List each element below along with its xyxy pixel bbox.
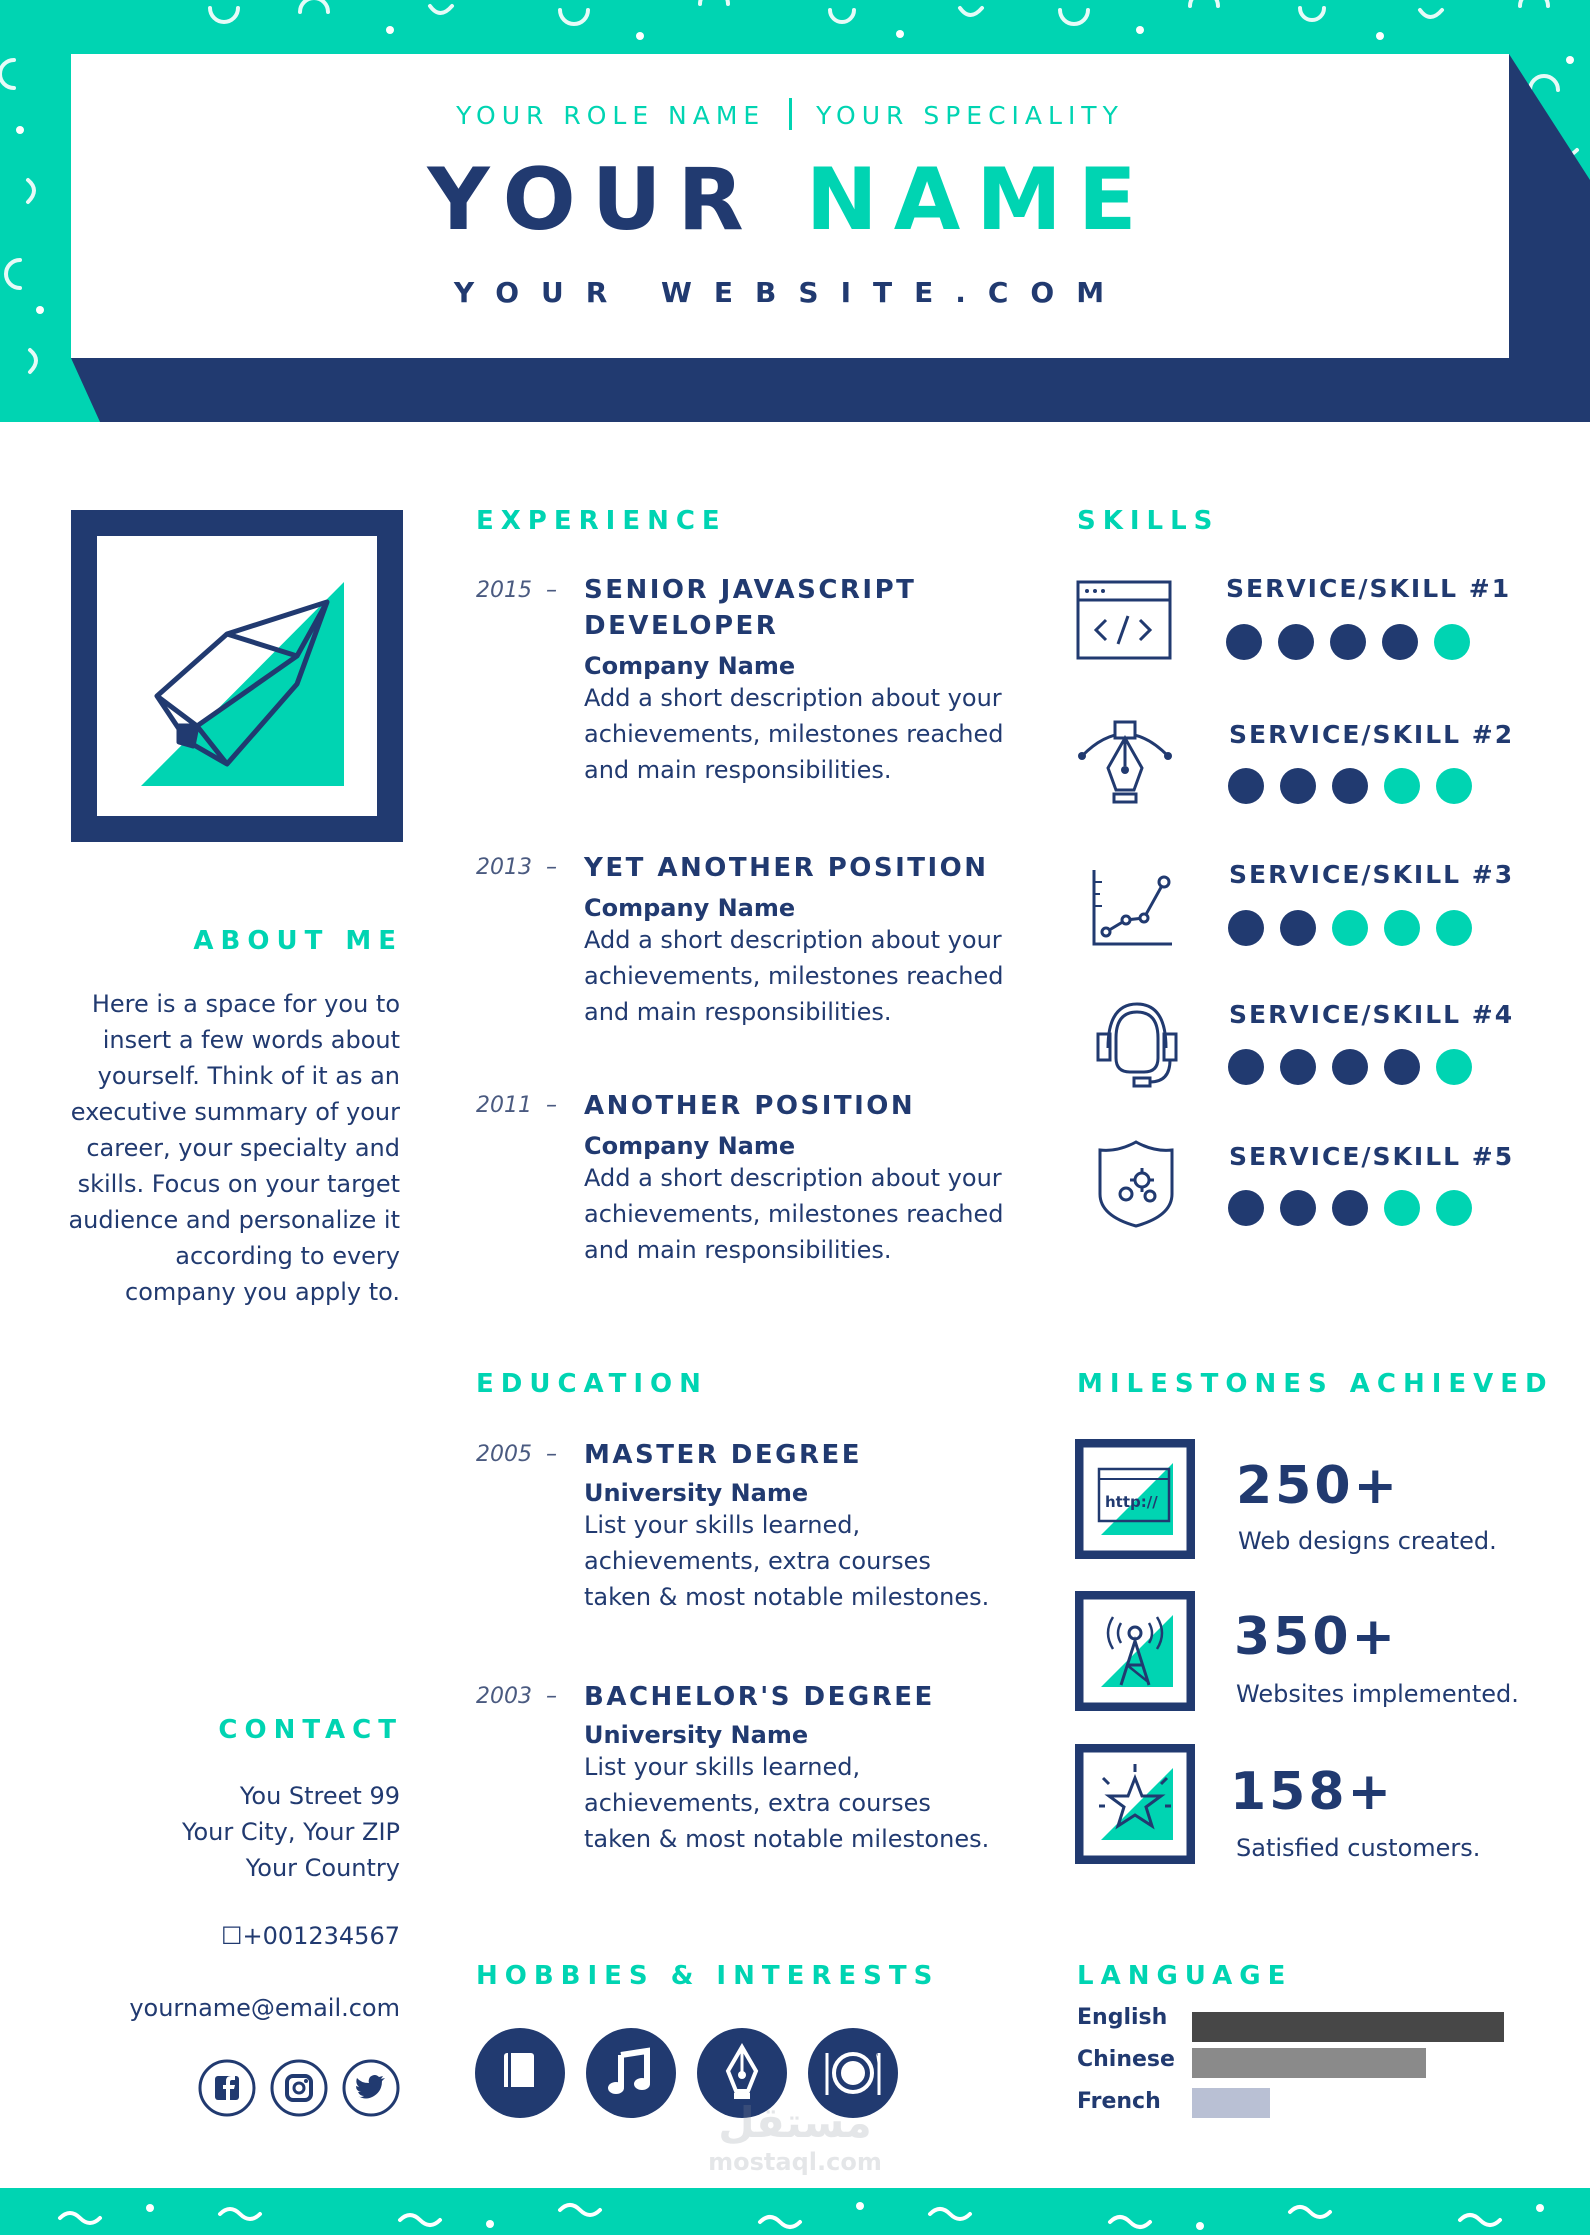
rating-dot-filled [1384, 1049, 1420, 1085]
edu-desc: achievements, extra courses [584, 1789, 931, 1817]
social-icons [198, 2059, 402, 2117]
watermark-arabic: مستقل [718, 2098, 872, 2147]
skill-rating [1228, 1049, 1468, 1085]
shield-gears-icon [1096, 1138, 1176, 1230]
exp-desc: Add a short description about your [584, 1164, 1002, 1192]
exp-title-line2: DEVELOPER [584, 611, 779, 641]
rating-dot-filled [1280, 910, 1316, 946]
squiggle-pattern [0, 2188, 1590, 2235]
name-last: NAME [805, 150, 1153, 250]
edu-desc: List your skills learned, [584, 1753, 861, 1781]
rating-dot-empty [1436, 910, 1472, 946]
exp-desc: achievements, milestones reached [584, 1200, 1004, 1228]
experience-title: EXPERIENCE [476, 506, 727, 536]
rating-dot-filled [1382, 624, 1418, 660]
exp-desc: and main responsibilities. [584, 1236, 892, 1264]
milestone-label: Websites implemented. [1236, 1680, 1519, 1708]
edu-desc: achievements, extra courses [584, 1547, 931, 1575]
exp-year: 2013 – [476, 855, 557, 880]
rating-dot-empty [1332, 910, 1368, 946]
milestone-label: Web designs created. [1238, 1527, 1497, 1555]
exp-desc: Add a short description about your [584, 926, 1002, 954]
language-name: French [1077, 2089, 1161, 2114]
exp-year: 2015 – [476, 578, 557, 603]
role-name: YOUR ROLE NAME [456, 101, 766, 130]
rating-dot-empty [1384, 1190, 1420, 1226]
pencil-icon [97, 536, 377, 816]
contact-address [40, 1778, 400, 1886]
exp-title: ANOTHER POSITION [584, 1091, 916, 1121]
rating-dot-empty [1436, 1049, 1472, 1085]
headset-icon [1092, 1000, 1182, 1092]
about-line: audience and personalize it [68, 1206, 400, 1234]
star-icon [1075, 1744, 1195, 1864]
about-line: yourself. Think of it as an [97, 1062, 400, 1090]
exp-year-value: 2011 [476, 1093, 532, 1118]
rating-dot-filled [1228, 1190, 1264, 1226]
name-first: YOUR [427, 150, 760, 250]
exp-item [584, 850, 1004, 1030]
exp-title: YET ANOTHER POSITION [584, 853, 989, 883]
exp-company: Company Name [584, 894, 796, 922]
edu-year: 2003 – [476, 1684, 557, 1709]
rating-dot-filled [1228, 910, 1264, 946]
exp-desc: and main responsibilities. [584, 756, 892, 784]
edu-year-value: 2003 [476, 1684, 532, 1709]
language-name: Chinese [1077, 2047, 1175, 2072]
rating-dot-filled [1280, 1190, 1316, 1226]
contact-title: CONTACT [218, 1715, 403, 1745]
edu-year-value: 2005 [476, 1442, 532, 1467]
language-bar-fill [1192, 2012, 1504, 2042]
book-icon [474, 2027, 566, 2119]
exp-desc: and main responsibilities. [584, 998, 892, 1026]
contact-country: Your Country [245, 1854, 400, 1882]
exp-desc: achievements, milestones reached [584, 962, 1004, 990]
skill-name: SERVICE/SKILL #2 [1229, 720, 1515, 749]
exp-desc: Add a short description about your [584, 684, 1002, 712]
twitter-icon[interactable] [342, 2059, 400, 2117]
skills-title: SKILLS [1077, 506, 1220, 536]
skill-name: SERVICE/SKILL #5 [1229, 1142, 1515, 1171]
edu-title: MASTER DEGREE [584, 1440, 863, 1470]
profile-inner [97, 536, 377, 816]
exp-year-value: 2013 [476, 855, 532, 880]
language-bar [1192, 2088, 1504, 2118]
edu-year: 2005 – [476, 1442, 557, 1467]
footer-pattern-band [0, 2188, 1590, 2235]
skill-name: SERVICE/SKILL #3 [1229, 860, 1515, 889]
edu-desc: taken & most notable milestones. [584, 1583, 990, 1611]
about-line: Here is a space for you to [91, 990, 400, 1018]
contact-phone[interactable]: ☐+001234567 [220, 1922, 400, 1950]
exp-company: Company Name [584, 652, 796, 680]
rating-dot-filled [1226, 624, 1262, 660]
exp-year-value: 2015 [476, 578, 532, 603]
music-note-icon [585, 2027, 677, 2119]
milestone-value: 350+ [1234, 1607, 1399, 1667]
website-link[interactable]: YOUR WEBSITE.COM [453, 276, 1127, 309]
milestones-title: MILESTONES ACHIEVED [1077, 1369, 1554, 1399]
education-title: EDUCATION [476, 1369, 708, 1399]
exp-year: 2011 – [476, 1093, 557, 1118]
rating-dot-filled [1330, 624, 1366, 660]
edu-desc: List your skills learned, [584, 1511, 861, 1539]
about-line: executive summary of your [70, 1098, 400, 1126]
rating-dot-filled [1280, 1049, 1316, 1085]
language-bar-fill [1192, 2088, 1270, 2118]
edu-school: University Name [584, 1479, 809, 1507]
language-title: LANGUAGE [1077, 1961, 1293, 1991]
instagram-icon[interactable] [270, 2059, 328, 2117]
edu-school: University Name [584, 1721, 809, 1749]
divider [789, 98, 792, 130]
edu-title: BACHELOR'S DEGREE [584, 1682, 935, 1712]
exp-desc: achievements, milestones reached [584, 720, 1004, 748]
rating-dot-filled [1278, 624, 1314, 660]
name-heading [71, 150, 1509, 250]
rating-dot-filled [1280, 768, 1316, 804]
rating-dot-empty [1436, 1190, 1472, 1226]
rating-dot-filled [1332, 768, 1368, 804]
skill-rating [1228, 1190, 1468, 1226]
facebook-icon[interactable] [198, 2059, 256, 2117]
language-bar [1192, 2048, 1504, 2078]
skill-name: SERVICE/SKILL #4 [1229, 1000, 1515, 1029]
about-line: skills. Focus on your target [77, 1170, 400, 1198]
antenna-tower-icon [1075, 1591, 1195, 1711]
edu-desc: taken & most notable milestones. [584, 1825, 990, 1853]
skill-rating [1228, 768, 1468, 804]
exp-company: Company Name [584, 1132, 796, 1160]
about-text [40, 986, 400, 1310]
skill-name: SERVICE/SKILL #1 [1226, 574, 1512, 603]
about-line: company you apply to. [125, 1278, 400, 1306]
hobbies-title: HOBBIES & INTERESTS [476, 1961, 940, 1991]
pen-tool-icon [1076, 716, 1174, 806]
rating-dot-filled [1228, 1049, 1264, 1085]
watermark [690, 2098, 900, 2176]
rating-dot-empty [1434, 624, 1470, 660]
line-chart-icon [1090, 868, 1174, 948]
exp-item [584, 572, 1004, 788]
about-line: insert a few words about [102, 1026, 400, 1054]
exp-item [584, 1088, 1004, 1268]
rating-dot-empty [1384, 768, 1420, 804]
svg-text:http://: http:// [1105, 1493, 1158, 1511]
about-line: career, your specialty and [86, 1134, 400, 1162]
header-card [71, 54, 1509, 358]
milestone-label: Satisfied customers. [1236, 1834, 1481, 1862]
skill-rating [1226, 624, 1466, 660]
profile-frame [71, 510, 403, 842]
rating-dot-empty [1436, 768, 1472, 804]
about-line: according to every [175, 1242, 400, 1270]
code-window-icon [1074, 578, 1174, 662]
about-title: ABOUT ME [193, 926, 403, 956]
skill-rating [1228, 910, 1468, 946]
contact-email[interactable]: yourname@email.com [129, 1994, 400, 2022]
rating-dot-filled [1228, 768, 1264, 804]
speciality: YOUR SPECIALITY [816, 101, 1124, 130]
rating-dot-filled [1332, 1049, 1368, 1085]
http-window-icon [1075, 1439, 1195, 1559]
role-line [71, 98, 1509, 130]
contact-city: Your City, Your ZIP [181, 1818, 400, 1846]
exp-title: SENIOR JAVASCRIPT [584, 575, 917, 605]
language-bar-fill [1192, 2048, 1426, 2078]
language-name: English [1077, 2005, 1168, 2030]
contact-street: You Street 99 [239, 1782, 400, 1810]
rating-dot-filled [1332, 1190, 1368, 1226]
milestone-value: 250+ [1236, 1456, 1401, 1516]
rating-dot-empty [1384, 910, 1420, 946]
watermark-latin: mostaql.com [708, 2148, 882, 2176]
language-bar [1192, 2012, 1504, 2042]
milestone-value: 158+ [1230, 1762, 1395, 1822]
edu-item [584, 1437, 1004, 1615]
edu-item [584, 1679, 1004, 1857]
